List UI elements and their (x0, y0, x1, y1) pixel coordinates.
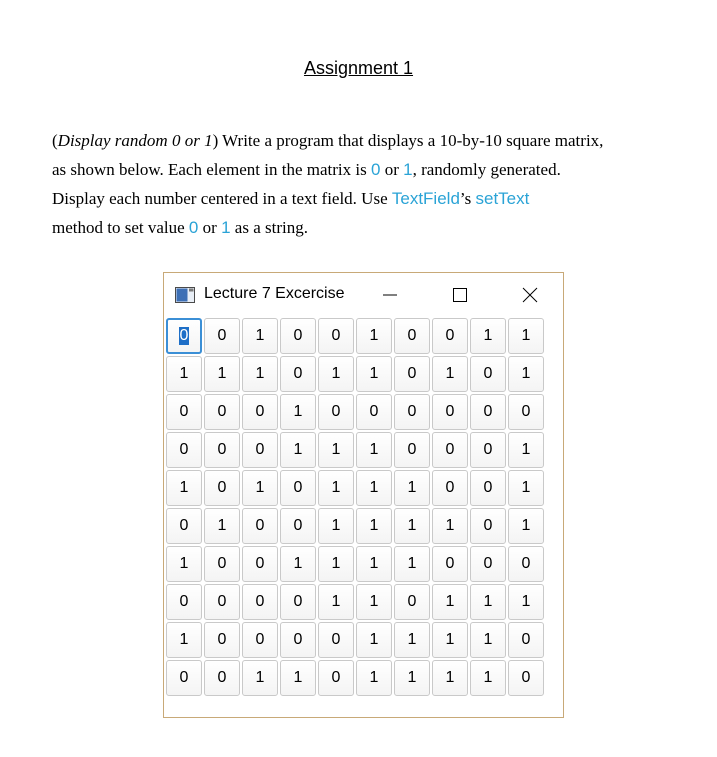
matrix-text-field[interactable] (470, 432, 506, 468)
matrix-cell-value: 0 (293, 593, 303, 610)
matrix-cell-value: 0 (331, 403, 341, 420)
matrix-cell-value: 1 (331, 479, 341, 496)
matrix-cell-value: 1 (369, 593, 379, 610)
matrix-cell-value: 0 (255, 441, 265, 458)
matrix-cell-value: 0 (293, 517, 303, 534)
matrix-text-field[interactable] (356, 584, 392, 620)
text-run: or (198, 218, 222, 237)
text-run: ) Write a program that displays a 10-by-10 square matrix, (212, 131, 604, 150)
matrix-cell-value: 1 (293, 555, 303, 572)
matrix-text-field[interactable] (204, 546, 240, 582)
matrix-cell-value: 1 (255, 327, 265, 344)
matrix-cell-value: 0 (179, 593, 189, 610)
matrix-cell-value: 0 (217, 327, 227, 344)
matrix-cell-value: 0 (331, 669, 341, 686)
matrix-cell-value: 0 (521, 403, 531, 420)
matrix-text-field[interactable] (394, 470, 430, 506)
matrix-cell-value: 1 (445, 593, 455, 610)
code-textfield: TextField (391, 189, 460, 208)
matrix-cell-value: 1 (483, 631, 493, 648)
matrix-text-field[interactable] (470, 622, 506, 658)
matrix-cell-value: 0 (369, 403, 379, 420)
matrix-text-field[interactable] (508, 432, 544, 468)
matrix-cell-value: 1 (521, 365, 531, 382)
description-line-1 (52, 126, 692, 155)
matrix-cell-value: 0 (483, 555, 493, 572)
matrix-text-field[interactable] (432, 584, 468, 620)
matrix-cell-value: 1 (521, 327, 531, 344)
matrix-text-field[interactable] (470, 356, 506, 392)
matrix-text-field[interactable] (280, 318, 316, 354)
matrix-cell-value: 1 (293, 669, 303, 686)
matrix-cell-value: 0 (179, 517, 189, 534)
matrix-cell-value: 1 (407, 669, 417, 686)
matrix-cell-value: 1 (369, 631, 379, 648)
matrix-text-field[interactable] (356, 394, 392, 430)
matrix-cell-value: 0 (217, 441, 227, 458)
matrix-text-field[interactable] (432, 546, 468, 582)
matrix-cell-value: 0 (255, 403, 265, 420)
matrix-cell-value: 1 (407, 479, 417, 496)
matrix-cell-value: 0 (255, 517, 265, 534)
text-run: or (380, 160, 404, 179)
matrix-cell-value: 1 (179, 365, 189, 382)
matrix-cell-value: 0 (217, 555, 227, 572)
text-run: as shown below. Each element in the matrix is (52, 160, 371, 179)
assignment-title-text: Assignment 1 (303, 58, 414, 78)
matrix-text-field[interactable] (356, 508, 392, 544)
matrix-cell-value: 1 (521, 517, 531, 534)
matrix-text-field[interactable] (242, 356, 278, 392)
matrix-cell-value: 1 (407, 517, 417, 534)
code-zero: 0 (188, 218, 199, 237)
matrix-cell-value: 0 (407, 327, 417, 344)
matrix-text-field[interactable] (318, 470, 354, 506)
matrix-text-field[interactable] (280, 394, 316, 430)
matrix-cell-value: 0 (521, 631, 531, 648)
matrix-text-field[interactable] (470, 546, 506, 582)
matrix-cell-value: 0 (331, 631, 341, 648)
matrix-text-field[interactable] (242, 394, 278, 430)
matrix-text-field[interactable] (280, 660, 316, 696)
matrix-text-field[interactable] (204, 660, 240, 696)
window-titlebar[interactable] (164, 273, 563, 317)
matrix-text-field[interactable] (166, 622, 202, 658)
matrix-text-field[interactable] (204, 394, 240, 430)
matrix-cell-value: 1 (407, 631, 417, 648)
matrix-text-field[interactable] (166, 584, 202, 620)
matrix-text-field[interactable] (470, 470, 506, 506)
matrix-text-field[interactable] (356, 432, 392, 468)
matrix-text-field[interactable] (166, 470, 202, 506)
matrix-cell-value: 1 (369, 365, 379, 382)
matrix-text-field[interactable] (242, 584, 278, 620)
matrix-text-field[interactable] (508, 584, 544, 620)
matrix-text-field[interactable] (394, 394, 430, 430)
matrix-text-field[interactable] (166, 660, 202, 696)
matrix-cell-value: 0 (483, 365, 493, 382)
matrix-cell-value: 1 (293, 403, 303, 420)
matrix-cell-value: 1 (445, 669, 455, 686)
matrix-cell-value: 0 (445, 555, 455, 572)
matrix-cell-value: 0 (217, 593, 227, 610)
matrix-text-field[interactable] (508, 508, 544, 544)
matrix-cell-value: 0 (483, 403, 493, 420)
matrix-text-field[interactable] (242, 546, 278, 582)
text-run: ( (52, 131, 58, 150)
matrix-text-field[interactable] (318, 394, 354, 430)
matrix-cell-value: 0 (255, 593, 265, 610)
matrix-text-field[interactable] (318, 660, 354, 696)
matrix-text-field[interactable] (356, 318, 392, 354)
matrix-text-field[interactable] (242, 622, 278, 658)
matrix-text-field[interactable] (280, 622, 316, 658)
matrix-text-field[interactable] (356, 546, 392, 582)
matrix-text-field[interactable] (204, 356, 240, 392)
matrix-text-field[interactable] (432, 470, 468, 506)
code-one: 1 (221, 218, 231, 237)
matrix-cell-value: 0 (445, 327, 455, 344)
matrix-cell-value: 1 (369, 555, 379, 572)
matrix-text-field[interactable] (166, 432, 202, 468)
matrix-cell-value: 1 (293, 441, 303, 458)
matrix-text-field[interactable] (432, 356, 468, 392)
matrix-cell-value: 0 (179, 327, 189, 344)
matrix-cell-value: 1 (369, 669, 379, 686)
matrix-text-field[interactable] (242, 318, 278, 354)
matrix-cell-value: 0 (217, 479, 227, 496)
matrix-text-field[interactable] (204, 584, 240, 620)
matrix-cell-value: 1 (331, 555, 341, 572)
matrix-text-field[interactable] (394, 584, 430, 620)
matrix-cell-value: 0 (179, 441, 189, 458)
matrix-cell-value: 1 (483, 593, 493, 610)
matrix-text-field[interactable] (280, 470, 316, 506)
app-window-icon (175, 287, 195, 303)
matrix-cell-value: 0 (255, 631, 265, 648)
matrix-text-field[interactable] (394, 660, 430, 696)
matrix-text-field[interactable] (318, 432, 354, 468)
matrix-cell-value: 0 (255, 555, 265, 572)
matrix-text-field[interactable] (318, 356, 354, 392)
matrix-cell-value: 1 (407, 555, 417, 572)
matrix-cell-value: 0 (521, 555, 531, 572)
matrix-text-field[interactable] (280, 432, 316, 468)
matrix-text-field[interactable] (166, 546, 202, 582)
matrix-text-field[interactable] (394, 432, 430, 468)
matrix-cell-value: 0 (179, 403, 189, 420)
matrix-cell-value: 0 (217, 669, 227, 686)
italic-run: Display random 0 or 1 (57, 131, 213, 150)
matrix-cell-value: 1 (179, 631, 189, 648)
matrix-text-field[interactable] (242, 508, 278, 544)
text-run: ’s (459, 189, 476, 208)
matrix-text-field[interactable] (394, 546, 430, 582)
text-run: , randomly generated. (412, 160, 561, 179)
matrix-text-field[interactable] (280, 356, 316, 392)
matrix-text-field[interactable] (204, 432, 240, 468)
matrix-text-field[interactable] (356, 470, 392, 506)
matrix-cell-value: 1 (331, 365, 341, 382)
matrix-cell-value: 0 (179, 669, 189, 686)
matrix-text-field[interactable] (432, 660, 468, 696)
matrix-text-field[interactable] (508, 622, 544, 658)
matrix-cell-value: 0 (445, 441, 455, 458)
matrix-text-field[interactable] (242, 432, 278, 468)
matrix-text-field[interactable] (508, 660, 544, 696)
matrix-cell-value: 1 (445, 631, 455, 648)
matrix-text-field[interactable] (470, 508, 506, 544)
matrix-text-field[interactable] (508, 470, 544, 506)
matrix-text-field[interactable] (280, 508, 316, 544)
matrix-text-field[interactable] (470, 584, 506, 620)
matrix-cell-value: 0 (217, 403, 227, 420)
matrix-text-field[interactable] (204, 508, 240, 544)
matrix-text-field[interactable] (166, 318, 202, 354)
code-settext: setText (475, 189, 530, 208)
matrix-cell-value: 0 (407, 593, 417, 610)
matrix-text-field[interactable] (470, 394, 506, 430)
matrix-cell-value: 0 (217, 631, 227, 648)
matrix-cell-value: 1 (483, 669, 493, 686)
text-run: as a string. (230, 218, 308, 237)
matrix-cell-value: 1 (331, 441, 341, 458)
matrix-cell-value: 0 (445, 479, 455, 496)
matrix-text-field[interactable] (432, 394, 468, 430)
matrix-text-field[interactable] (280, 546, 316, 582)
description-line-4 (52, 213, 692, 242)
app-window (163, 272, 564, 718)
matrix-cell-value: 1 (179, 479, 189, 496)
matrix-text-field[interactable] (166, 394, 202, 430)
matrix-text-field[interactable] (432, 508, 468, 544)
matrix-text-field[interactable] (432, 432, 468, 468)
matrix-cell-value: 1 (255, 669, 265, 686)
matrix-text-field[interactable] (470, 318, 506, 354)
matrix-text-field[interactable] (318, 318, 354, 354)
matrix-text-field[interactable] (166, 508, 202, 544)
matrix-text-field[interactable] (318, 584, 354, 620)
matrix-text-field[interactable] (394, 508, 430, 544)
maximize-icon[interactable] (449, 284, 471, 306)
matrix-cell-value: 1 (179, 555, 189, 572)
matrix-text-field[interactable] (432, 318, 468, 354)
matrix-cell-value: 1 (369, 327, 379, 344)
matrix-text-field[interactable] (394, 318, 430, 354)
matrix-text-field[interactable] (356, 660, 392, 696)
matrix-cell-value: 1 (521, 441, 531, 458)
matrix-cell-value: 0 (331, 327, 341, 344)
matrix-text-field[interactable] (508, 394, 544, 430)
matrix-cell-value: 0 (293, 631, 303, 648)
matrix-text-field[interactable] (508, 546, 544, 582)
matrix-grid (165, 317, 545, 697)
matrix-text-field[interactable] (204, 318, 240, 354)
text-run: Display each number centered in a text field. Use (52, 189, 392, 208)
matrix-text-field[interactable] (508, 318, 544, 354)
matrix-cell-value: 1 (331, 593, 341, 610)
code-zero: 0 (370, 160, 381, 179)
matrix-cell-value: 1 (369, 479, 379, 496)
matrix-cell-value: 0 (293, 365, 303, 382)
matrix-text-field[interactable] (356, 356, 392, 392)
minimize-icon[interactable] (379, 284, 401, 306)
window-title: Lecture 7 Excercise (204, 285, 345, 302)
assignment-title (0, 58, 717, 79)
matrix-cell-value: 1 (369, 441, 379, 458)
text-run: method to set value (52, 218, 189, 237)
matrix-text-field[interactable] (318, 508, 354, 544)
code-one: 1 (403, 160, 413, 179)
matrix-cell-value: 0 (293, 479, 303, 496)
matrix-cell-value: 1 (331, 517, 341, 534)
matrix-text-field[interactable] (242, 660, 278, 696)
matrix-cell-value: 1 (521, 593, 531, 610)
matrix-text-field[interactable] (280, 584, 316, 620)
matrix-cell-value: 0 (407, 365, 417, 382)
matrix-cell-value: 0 (293, 327, 303, 344)
matrix-text-field[interactable] (318, 546, 354, 582)
matrix-cell-value: 1 (445, 365, 455, 382)
matrix-cell-value: 0 (483, 479, 493, 496)
matrix-cell-value: 1 (445, 517, 455, 534)
matrix-cell-value: 0 (483, 517, 493, 534)
matrix-cell-value: 0 (407, 403, 417, 420)
matrix-text-field[interactable] (394, 356, 430, 392)
description-line-2 (52, 155, 692, 184)
matrix-cell-value: 0 (407, 441, 417, 458)
matrix-text-field[interactable] (242, 470, 278, 506)
matrix-text-field[interactable] (204, 622, 240, 658)
matrix-cell-value: 0 (445, 403, 455, 420)
matrix-text-field[interactable] (432, 622, 468, 658)
matrix-cell-value: 1 (521, 479, 531, 496)
matrix-text-field[interactable] (318, 622, 354, 658)
matrix-text-field[interactable] (470, 660, 506, 696)
matrix-cell-value: 1 (217, 517, 227, 534)
matrix-text-field[interactable] (394, 622, 430, 658)
matrix-text-field[interactable] (356, 622, 392, 658)
matrix-cell-value: 1 (483, 327, 493, 344)
description-line-3 (52, 184, 692, 213)
matrix-text-field[interactable] (508, 356, 544, 392)
assignment-description (52, 126, 692, 242)
matrix-cell-value: 1 (217, 365, 227, 382)
matrix-text-field[interactable] (166, 356, 202, 392)
matrix-cell-value: 1 (255, 365, 265, 382)
matrix-cell-value: 1 (369, 517, 379, 534)
matrix-text-field[interactable] (204, 470, 240, 506)
matrix-cell-value: 1 (255, 479, 265, 496)
matrix-cell-value: 0 (483, 441, 493, 458)
matrix-cell-value: 0 (521, 669, 531, 686)
close-icon[interactable] (519, 284, 541, 306)
